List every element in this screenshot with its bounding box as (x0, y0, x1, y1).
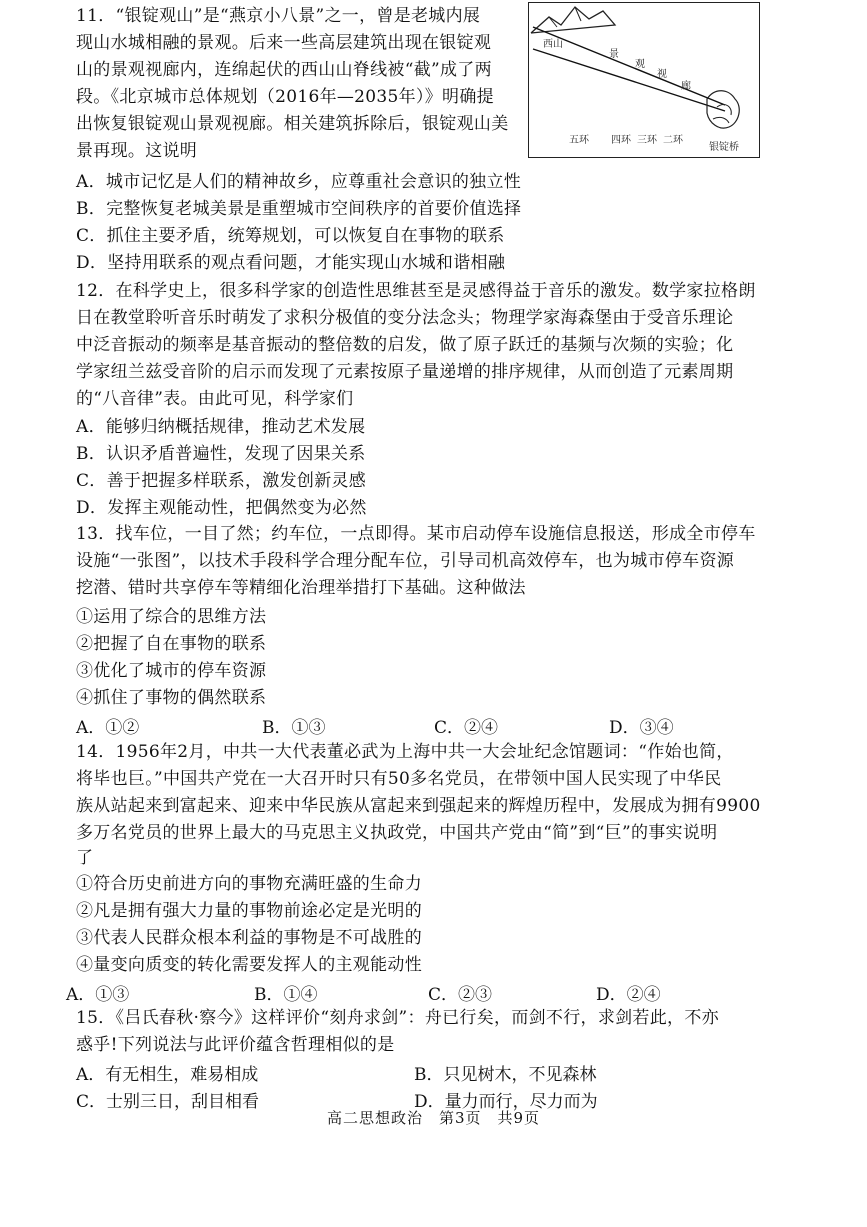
q12-option-d: D．发挥主观能动性，把偶然变为必然 (76, 498, 367, 518)
q11-stem-line: 段。《北京城市总体规划（2016年—2035年）》明确提 (76, 87, 494, 107)
western-hills-ridge (531, 7, 615, 33)
yinding-bridge-area (707, 91, 739, 128)
q12-option-b: B．认识矛盾普遍性，发现了因果关系 (76, 444, 366, 464)
q11-option-c: C．抓住主要矛盾，统筹规划，可以恢复自在事物的联系 (76, 226, 505, 246)
corridor-lower-line (533, 49, 725, 111)
figure-label: 视 (657, 69, 667, 80)
ring-road-label: 四环 (611, 135, 631, 146)
q12-option-a: A．能够归纳概括规律，推动艺术发展 (76, 417, 366, 437)
q13-item: ④抓住了事物的偶然联系 (76, 688, 267, 708)
q13-stem-line: 设施“一张图”，以技术手段科学合理分配车位，引导司机高效停车，也为城市停车资源 (76, 551, 735, 571)
q13-option-d: D．③④ (609, 718, 674, 738)
q13-stem-line: 13．找车位，一目了然；约车位，一点即得。某市启动停车设施信息报送，形成全市停车 (76, 524, 756, 544)
q14-option-d: D．②④ (596, 985, 661, 1005)
figure-label: 西山 (543, 39, 563, 50)
q11-view-corridor-figure (528, 2, 760, 158)
figure-label: 观 (635, 59, 645, 70)
q12-stem-line: 学家纽兰兹受音阶的启示而发现了元素按原子量递增的排序规律，从而创造了元素周期 (76, 362, 734, 382)
q15-option-c: C．士别三日，刮目相看 (76, 1092, 260, 1112)
q12-stem-line: 12．在科学史上，很多科学家的创造性思维甚至是灵感得益于音乐的激发。数学家拉格朗 (76, 281, 756, 301)
q12-stem-line: 中泛音振动的频率是基音振动的整倍数的启发，做了原子跃迁的基频与次频的实验；化 (76, 335, 734, 355)
q14-item: ③代表人民群众根本利益的事物是不可战胜的 (76, 928, 422, 948)
q12-option-c: C．善于把握多样联系，激发创新灵感 (76, 471, 367, 491)
q11-stem-line: 景再现。这说明 (76, 141, 198, 161)
q14-item: ②凡是拥有强大力量的事物前途必定是光明的 (76, 901, 422, 921)
q13-item: ②把握了自在事物的联系 (76, 634, 267, 654)
q13-stem-line: 挖潜、错时共享停车等精细化治理举措打下基础。这种做法 (76, 578, 526, 598)
ring-road-label: 二环 (663, 135, 683, 146)
q14-item: ④量变向质变的转化需要发挥人的主观能动性 (76, 955, 422, 975)
figure-label: 廊 (681, 81, 691, 92)
figure-label: 银锭桥 (709, 142, 739, 153)
q14-stem-line: 将毕也巨。”中国共产党在一大召开时只有50多名党员，在带领中国人民实现了中华民 (76, 769, 722, 789)
q11-stem-line: 11．“银锭观山”是“燕京小八景”之一，曾是老城内展 (76, 6, 481, 26)
page-footer: 高二思想政治 第3页 共9页 (326, 1109, 541, 1127)
q14-item: ①符合历史前进方向的事物充满旺盛的生命力 (76, 874, 422, 894)
q14-option-b: B．①④ (254, 985, 318, 1005)
q11-option-b: B．完整恢复老城美景是重塑城市空间秩序的首要价值选择 (76, 199, 522, 219)
q13-item: ①运用了综合的思维方法 (76, 607, 267, 627)
q14-stem-line: 了 (76, 848, 94, 868)
q12-stem-line: 的“八音律”表。由此可见，科学家们 (76, 389, 354, 409)
q15-option-a: A．有无相生，难易相成 (76, 1065, 259, 1085)
q14-option-c: C．②③ (428, 985, 493, 1005)
q11-stem-line: 出恢复银锭观山景观视廊。相关建筑拆除后，银锭观山美 (76, 114, 509, 134)
ring-road-label: 三环 (637, 135, 657, 146)
q14-option-a: A．①③ (66, 985, 130, 1005)
q15-stem-line: 15．《吕氏春秋·察今》这样评价“刻舟求剑”：舟已行矣，而剑不行，求剑若此，不亦 (76, 1008, 719, 1028)
figure-label: 景 (609, 49, 619, 60)
q14-stem-line: 多万名党员的世界上最大的马克思主义执政党，中国共产党由“简”到“巨”的事实说明 (76, 823, 718, 843)
q15-option-b: B．只见树木，不见森林 (414, 1065, 597, 1085)
q14-stem-line: 族从站起来到富起来、迎来中华民族从富起来到强起来的辉煌历程中，发展成为拥有9900 (76, 796, 761, 816)
q13-item: ③优化了城市的停车资源 (76, 661, 267, 681)
q14-stem-line: 14．1956年2月，中共一大代表董必武为上海中共一大会址纪念馆题词：“作始也简， (76, 742, 734, 762)
q11-option-a: A．城市记忆是人们的精神故乡，应尊重社会意识的独立性 (76, 172, 522, 192)
q12-stem-line: 日在教堂聆听音乐时萌发了求积分极值的变分法念头；物理学家海森堡由于受音乐理论 (76, 308, 734, 328)
q11-stem-line: 现山水城相融的景观。后来一些高层建筑出现在银锭观 (76, 33, 492, 53)
q13-option-c: C．②④ (434, 718, 499, 738)
q13-option-a: A．①② (76, 718, 140, 738)
q13-option-b: B．①③ (262, 718, 326, 738)
q11-stem-line: 山的景观视廊内，连绵起伏的西山山脊线被“截”成了两 (76, 60, 492, 80)
q11-option-d: D．坚持用联系的观点看问题，才能实现山水城和谐相融 (76, 253, 506, 273)
q15-option-d: D．量力而行，尽力而为 (414, 1092, 598, 1112)
q15-stem-line: 惑乎!下列说法与此评价蕴含哲理相似的是 (76, 1035, 395, 1055)
view-corridor-diagram (529, 3, 758, 156)
ring-road-label: 五环 (569, 135, 589, 146)
